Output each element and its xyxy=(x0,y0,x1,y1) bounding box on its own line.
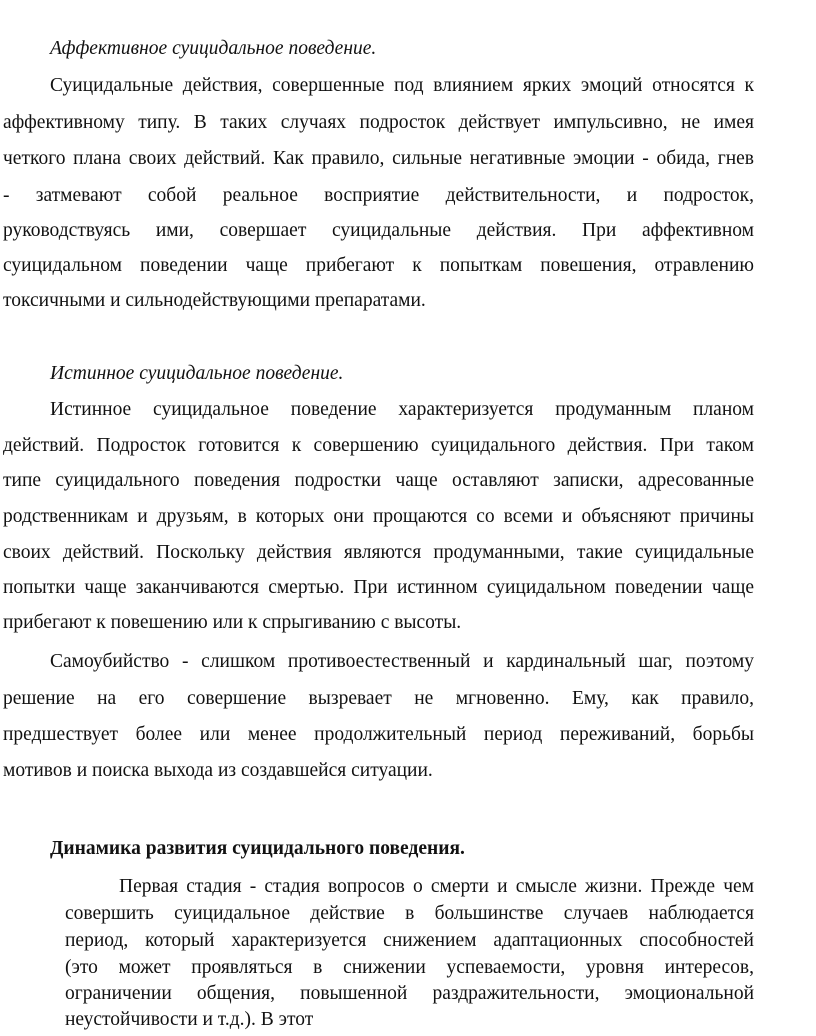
paragraph-line: типе суицидального поведения подростки чаще оставляют записки, адресованные xyxy=(3,470,754,491)
paragraph-line: Истинное суицидальное поведение характеризуется продуманным планом xyxy=(50,399,754,420)
section-heading-dynamics: Динамика развития суицидального поведения. xyxy=(50,838,465,859)
paragraph-line: токсичными и сильнодействующими препаратами. xyxy=(3,290,426,311)
paragraph-line: родственникам и друзьям, в которых они прощаются со всеми и объясняют причины xyxy=(3,506,754,527)
paragraph-line: Суицидальные действия, совершенные под влиянием ярких эмоций относятся к xyxy=(50,75,754,96)
paragraph-line: Самоубийство - слишком противоестественный и кардинальный шаг, поэтому xyxy=(50,651,754,672)
paragraph-line: Первая стадия - стадия вопросов о смерти и смысле жизни. Прежде чем xyxy=(119,876,754,897)
paragraph-line: прибегают к повешению или к спрыгиванию с высоты. xyxy=(3,612,462,633)
paragraph-line: руководствуясь ими, совершает суицидальные действия. При аффективном xyxy=(3,220,754,241)
paragraph-line: действий. Подросток готовится к совершению суицидального действия. При таком xyxy=(3,435,754,456)
paragraph-line: предшествует более или менее продолжительный период переживаний, борьбы xyxy=(3,724,754,745)
paragraph-line: аффективному типу. В таких случаях подросток действует импульсивно, не имея xyxy=(3,112,754,133)
paragraph-line: своих действий. Поскольку действия являются продуманными, такие суицидальные xyxy=(3,542,754,563)
paragraph-line: неустойчивости и т.д.). В этот xyxy=(65,1009,314,1030)
paragraph-line: совершить суицидальное действие в большинстве случаев наблюдается xyxy=(65,903,754,924)
paragraph-line: ограничении общения, повышенной раздражительности, эмоциональной xyxy=(65,983,754,1004)
paragraph-line: мотивов и поиска выхода из создавшейся ситуации. xyxy=(3,760,433,781)
paragraph-line: период, который характеризуется снижением адаптационных способностей xyxy=(65,930,754,951)
paragraph-line: (это может проявляться в снижении успеваемости, уровня интересов, xyxy=(65,957,754,978)
paragraph-line: четкого плана своих действий. Как правило, сильные негативные эмоции - обида, гнев xyxy=(3,148,754,169)
paragraph-line: решение на его совершение вызревает не мгновенно. Ему, как правило, xyxy=(3,688,754,709)
paragraph-line: суицидальном поведении чаще прибегают к попыткам повешения, отравлению xyxy=(3,255,754,276)
paragraph-line: попытки чаще заканчиваются смертью. При истинном суицидальном поведении чаще xyxy=(3,577,754,598)
paragraph-line: - затмевают собой реальное восприятие действительности, и подросток, xyxy=(3,185,754,206)
section-heading-true: Истинное суицидальное поведение. xyxy=(50,363,344,384)
section-heading-affective: Аффективное суицидальное поведение. xyxy=(50,38,377,59)
